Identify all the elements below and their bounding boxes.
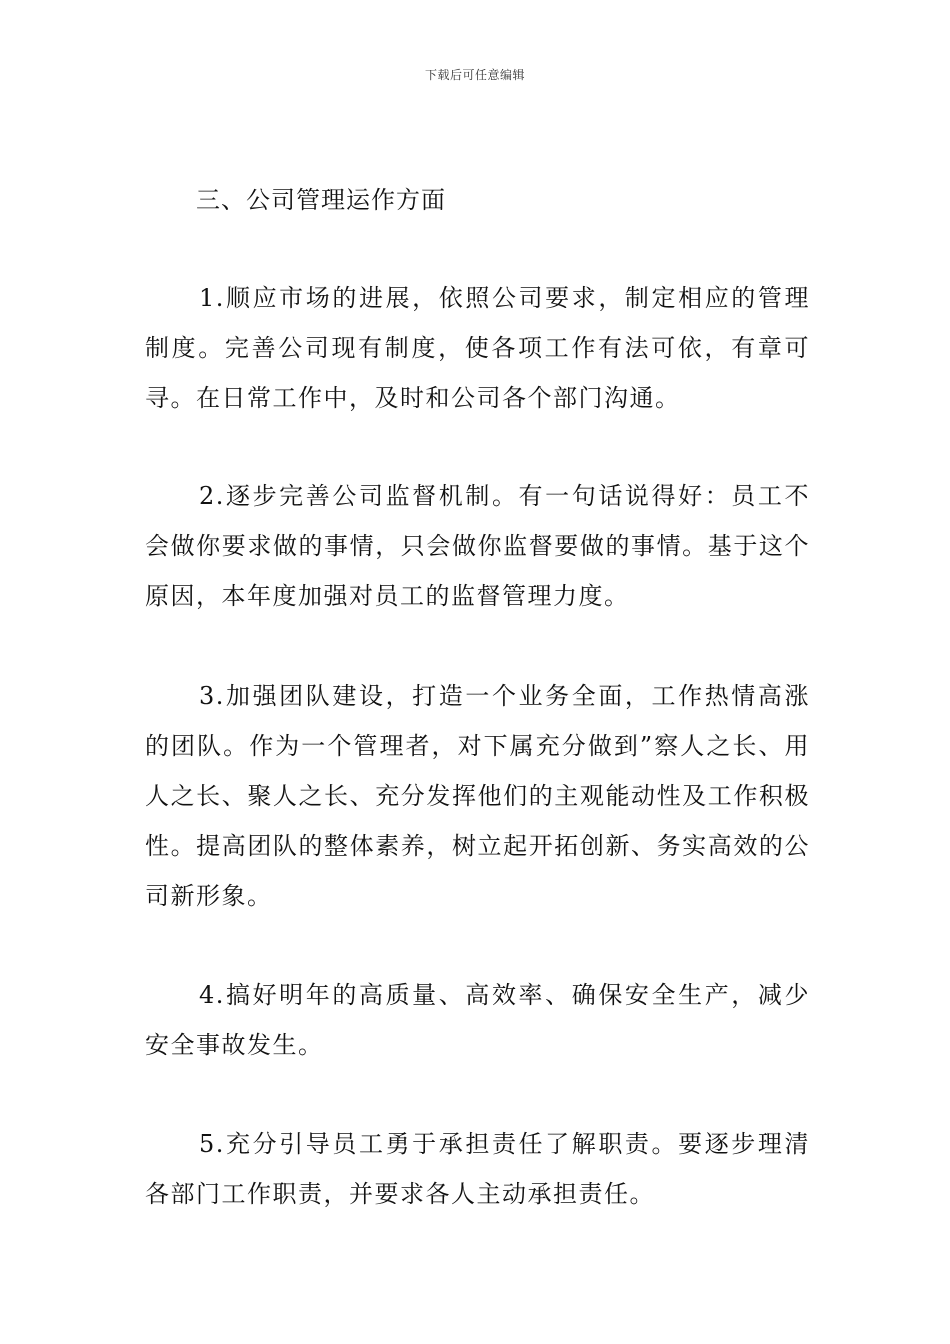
section-heading: 三、公司管理运作方面: [196, 186, 446, 214]
header-note: 下载后可任意编辑: [424, 68, 525, 82]
paragraph-5: 5.充分引导员工勇于承担责任了解职责。要逐步理清各部门工作职责，并要求各人主动承担责任。: [145, 1130, 810, 1208]
paragraph-4: 4.搞好明年的高质量、高效率、确保安全生产，减少安全事故发生。: [145, 981, 810, 1059]
paragraph-3: 3.加强团队建设，打造一个业务全面，工作热情高涨的团队。作为一个管理者，对下属充分做到”察人之长、用人之长、聚人之长、充分发挥他们的主观能动性及工作积极性。提高团队的整体素养，树立起开拓创新、务实高效的公司新形象。: [145, 682, 810, 910]
paragraph-1: 1.顺应市场的进展，依照公司要求，制定相应的管理制度。完善公司现有制度，使各项工作有法可依，有章可寻。在日常工作中，及时和公司各个部门沟通。: [145, 284, 810, 412]
paragraph-2: 2.逐步完善公司监督机制。有一句话说得好：员工不会做你要求做的事情，只会做你监督要做的事情。基于这个原因，本年度加强对员工的监督管理力度。: [145, 482, 810, 610]
